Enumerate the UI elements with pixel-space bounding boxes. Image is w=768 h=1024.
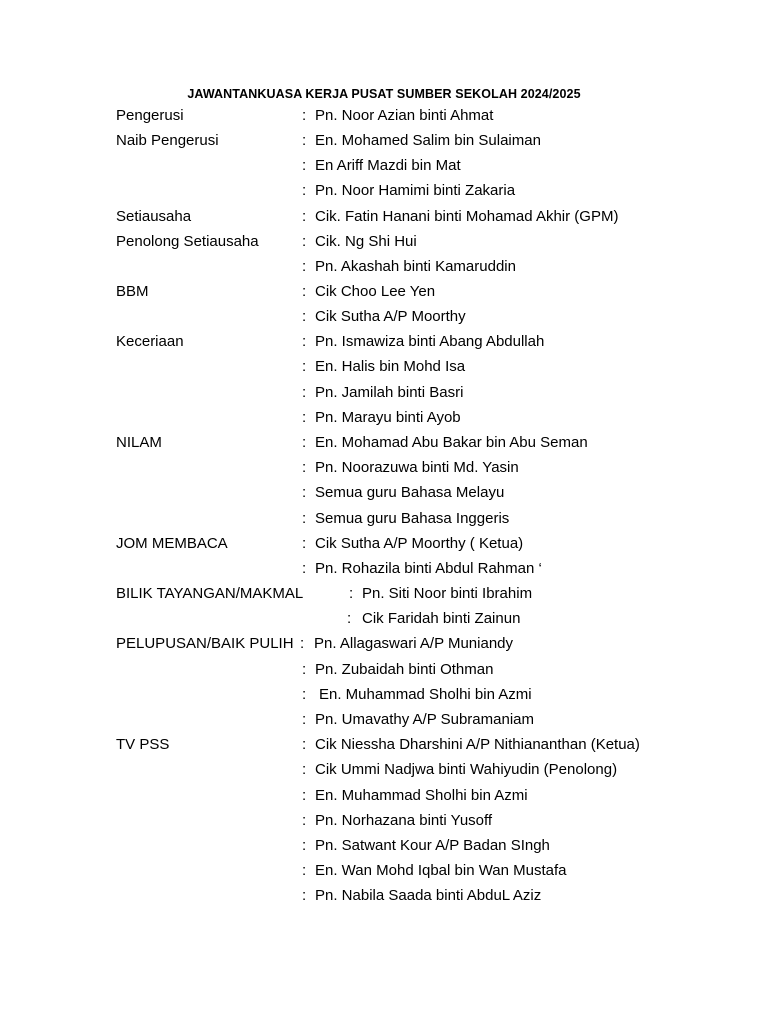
colon-separator: : bbox=[302, 736, 307, 753]
role-label: Penolong Setiausaha bbox=[116, 233, 259, 250]
member-name: Cik Choo Lee Yen bbox=[315, 283, 436, 300]
colon-separator: : bbox=[302, 182, 307, 199]
committee-row bbox=[0, 810, 768, 832]
colon-separator: : bbox=[302, 560, 307, 577]
committee-row bbox=[0, 583, 768, 605]
member-name: Pn. Akashah binti Kamaruddin bbox=[315, 258, 516, 275]
member-name: Pn. Siti Noor binti Ibrahim bbox=[362, 585, 533, 602]
member-name: Cik Niessha Dharshini A/P Nithiananthan (Ketua) bbox=[315, 736, 640, 753]
member-name: Semua guru Bahasa Melayu bbox=[315, 484, 505, 501]
committee-row bbox=[0, 231, 768, 253]
committee-row bbox=[0, 633, 768, 655]
colon-separator: : bbox=[302, 787, 307, 804]
colon-separator: : bbox=[302, 283, 307, 300]
member-name: Pn. Rohazila binti Abdul Rahman ‘ bbox=[315, 560, 542, 577]
committee-row bbox=[0, 206, 768, 228]
colon-separator: : bbox=[302, 409, 307, 426]
committee-row bbox=[0, 533, 768, 555]
committee-row bbox=[0, 558, 768, 580]
committee-row bbox=[0, 659, 768, 681]
role-label: JOM MEMBACA bbox=[116, 535, 228, 552]
colon-separator: : bbox=[302, 459, 307, 476]
committee-row bbox=[0, 785, 768, 807]
role-label: Naib Pengerusi bbox=[116, 132, 219, 149]
role-label: PELUPUSAN/BAIK PULIH bbox=[116, 635, 294, 652]
committee-row bbox=[0, 155, 768, 177]
committee-row bbox=[0, 180, 768, 202]
member-name: En Ariff Mazdi bin Mat bbox=[315, 157, 461, 174]
role-label: BBM bbox=[116, 283, 149, 300]
colon-separator: : bbox=[302, 132, 307, 149]
member-name: En. Mohamed Salim bin Sulaiman bbox=[315, 132, 541, 149]
colon-separator: : bbox=[302, 208, 307, 225]
member-name: Pn. Zubaidah binti Othman bbox=[315, 661, 494, 678]
committee-row bbox=[0, 457, 768, 479]
member-name: Semua guru Bahasa Inggeris bbox=[315, 510, 510, 527]
colon-separator: : bbox=[302, 333, 307, 350]
member-name: Pn. Umavathy A/P Subramaniam bbox=[315, 711, 534, 728]
committee-row bbox=[0, 759, 768, 781]
committee-row bbox=[0, 356, 768, 378]
colon-separator: : bbox=[302, 812, 307, 829]
colon-separator: : bbox=[302, 233, 307, 250]
colon-separator: : bbox=[302, 862, 307, 879]
committee-row bbox=[0, 306, 768, 328]
member-name: Pn. Marayu binti Ayob bbox=[315, 409, 461, 426]
member-name: Pn. Noor Hamimi binti Zakaria bbox=[315, 182, 516, 199]
committee-row bbox=[0, 734, 768, 756]
committee-row bbox=[0, 709, 768, 731]
member-name: Pn. Noor Azian binti Ahmat bbox=[315, 107, 494, 124]
role-label: BILIK TAYANGAN/MAKMAL bbox=[116, 585, 304, 602]
member-name: Cik Sutha A/P Moorthy ( Ketua) bbox=[315, 535, 524, 552]
member-name: Cik Faridah binti Zainun bbox=[362, 610, 521, 627]
colon-separator: : bbox=[302, 686, 307, 703]
colon-separator: : bbox=[302, 661, 307, 678]
colon-separator: : bbox=[302, 484, 307, 501]
member-name: En. Halis bin Mohd Isa bbox=[315, 358, 466, 375]
colon-separator: : bbox=[302, 434, 307, 451]
colon-separator: : bbox=[302, 711, 307, 728]
colon-separator: : bbox=[302, 358, 307, 375]
colon-separator: : bbox=[302, 535, 307, 552]
member-name: En. Muhammad Sholhi bin Azmi bbox=[319, 686, 532, 703]
colon-separator: : bbox=[347, 610, 352, 627]
colon-separator: : bbox=[300, 635, 305, 652]
member-name: Pn. Allagaswari A/P Muniandy bbox=[314, 635, 514, 652]
member-name: En. Mohamad Abu Bakar bin Abu Seman bbox=[315, 434, 588, 451]
committee-row bbox=[0, 482, 768, 504]
member-name: Pn. Nabila Saada binti AbduL Aziz bbox=[315, 887, 542, 904]
member-name: Cik Sutha A/P Moorthy bbox=[315, 308, 466, 325]
committee-row bbox=[0, 281, 768, 303]
committee-row bbox=[0, 331, 768, 353]
member-name: Pn. Ismawiza binti Abang Abdullah bbox=[315, 333, 545, 350]
committee-row bbox=[0, 105, 768, 127]
committee-row bbox=[0, 860, 768, 882]
role-label: Keceriaan bbox=[116, 333, 184, 350]
member-name: Pn. Jamilah binti Basri bbox=[315, 384, 464, 401]
committee-row bbox=[0, 508, 768, 530]
colon-separator: : bbox=[302, 384, 307, 401]
colon-separator: : bbox=[302, 761, 307, 778]
member-name: Cik Ummi Nadjwa binti Wahiyudin (Penolong) bbox=[315, 761, 618, 778]
committee-row bbox=[0, 407, 768, 429]
member-name: En. Wan Mohd Iqbal bin Wan Mustafa bbox=[315, 862, 567, 879]
colon-separator: : bbox=[349, 585, 354, 602]
member-name: En. Muhammad Sholhi bin Azmi bbox=[315, 787, 528, 804]
colon-separator: : bbox=[302, 157, 307, 174]
committee-row bbox=[0, 885, 768, 907]
committee-row bbox=[0, 432, 768, 454]
member-name: Cik. Fatin Hanani binti Mohamad Akhir (GPM) bbox=[315, 208, 619, 225]
document-title: JAWANTANKUASA KERJA PUSAT SUMBER SEKOLAH 2024/2025 bbox=[187, 87, 581, 101]
committee-row bbox=[0, 684, 768, 706]
colon-separator: : bbox=[302, 510, 307, 527]
role-label: Pengerusi bbox=[116, 107, 184, 124]
member-name: Cik. Ng Shi Hui bbox=[315, 233, 417, 250]
colon-separator: : bbox=[302, 837, 307, 854]
role-label: NILAM bbox=[116, 434, 162, 451]
committee-row bbox=[0, 256, 768, 278]
colon-separator: : bbox=[302, 887, 307, 904]
colon-separator: : bbox=[302, 258, 307, 275]
member-name: Pn. Satwant Kour A/P Badan SIngh bbox=[315, 837, 550, 854]
committee-row bbox=[0, 608, 768, 630]
committee-row bbox=[0, 835, 768, 857]
role-label: Setiausaha bbox=[116, 208, 192, 225]
committee-row bbox=[0, 130, 768, 152]
role-label: TV PSS bbox=[116, 736, 170, 753]
committee-row bbox=[0, 382, 768, 404]
member-name: Pn. Norhazana binti Yusoff bbox=[315, 812, 493, 829]
colon-separator: : bbox=[302, 308, 307, 325]
colon-separator: : bbox=[302, 107, 307, 124]
member-name: Pn. Noorazuwa binti Md. Yasin bbox=[315, 459, 519, 476]
